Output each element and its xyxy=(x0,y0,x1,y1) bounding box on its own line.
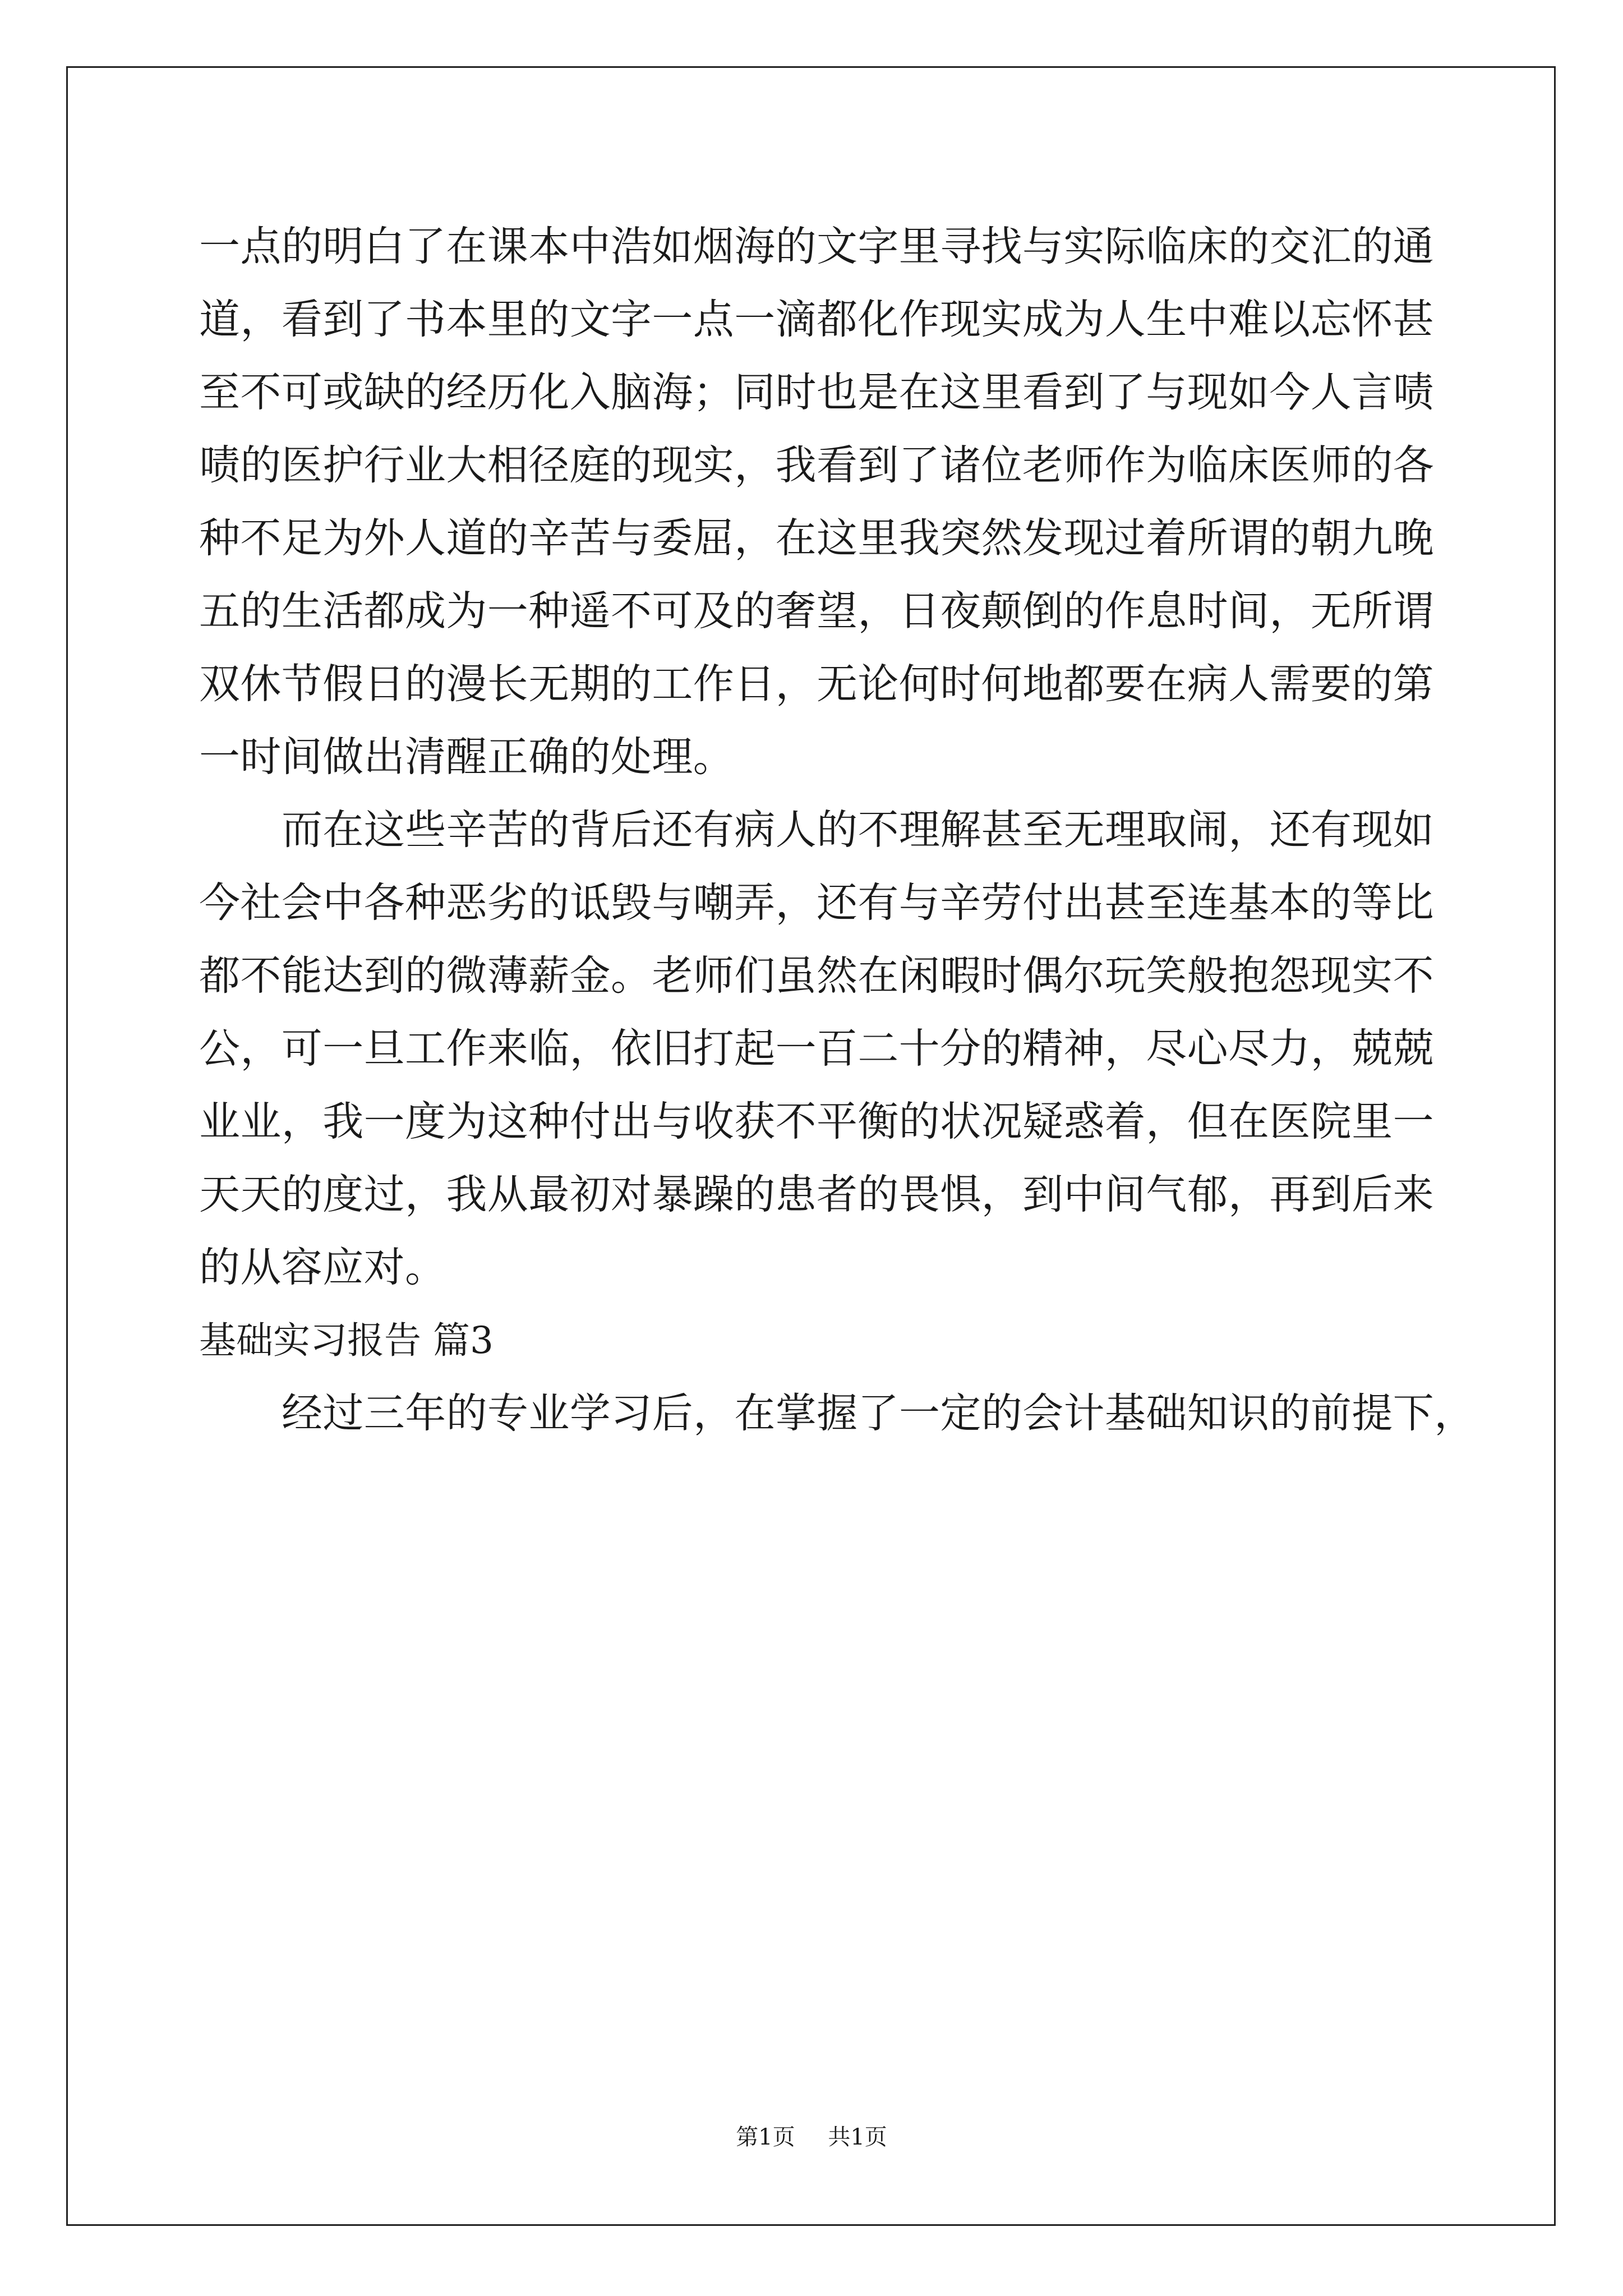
page-number: 第1页 xyxy=(736,2124,795,2150)
paragraph-3-line: 经过三年的专业学习后，在掌握了一定的会计基础知识的前提下， xyxy=(282,1389,1476,1437)
paragraph-2-line: 都不能达到的微薄薪金。老师们虽然在闲暇时偶尔玩笑般抱怨现实不 xyxy=(199,952,1434,1000)
paragraph-2-line: 而在这些辛苦的背后还有病人的不理解甚至无理取闹，还有现如 xyxy=(282,806,1435,854)
paragraph-2-line: 业业，我一度为这种付出与收获不平衡的状况疑惑着，但在医院里一 xyxy=(199,1098,1434,1145)
paragraph-2-line: 天天的度过，我从最初对暴躁的患者的畏惧，到中间气郁，再到后来 xyxy=(199,1171,1434,1218)
page-total: 共1页 xyxy=(828,2124,887,2150)
paragraph-2-line: 今社会中各种恶劣的诋毁与嘲弄，还有与辛劳付出甚至连基本的等比 xyxy=(199,879,1434,927)
page-footer xyxy=(0,2123,1623,2151)
paragraph-1-line: 一时间做出清醒正确的处理。 xyxy=(199,733,735,781)
paragraph-1-line: 一点的明白了在课本中浩如烟海的文字里寻找与实际临床的交汇的通 xyxy=(199,223,1434,270)
paragraph-2-line: 的从容应对。 xyxy=(199,1244,446,1291)
paragraph-1-line: 种不足为外人道的辛苦与委屈，在这里我突然发现过着所谓的朝九晚 xyxy=(199,514,1434,562)
paragraph-1-line: 啧的医护行业大相径庭的现实，我看到了诸位老师作为临床医师的各 xyxy=(199,441,1434,489)
paragraph-1-line: 道，看到了书本里的文字一点一滴都化作现实成为人生中难以忘怀甚 xyxy=(199,296,1434,343)
paragraph-2-line: 公，可一旦工作来临，依旧打起一百二十分的精神，尽心尽力，兢兢 xyxy=(199,1025,1434,1073)
paragraph-1-line: 五的生活都成为一种遥不可及的奢望，日夜颠倒的作息时间，无所谓 xyxy=(199,587,1434,635)
paragraph-1-line: 双休节假日的漫长无期的工作日，无论何时何地都要在病人需要的第 xyxy=(199,660,1434,708)
section-heading: 基础实习报告 篇3 xyxy=(199,1319,494,1362)
paragraph-1-line: 至不可或缺的经历化入脑海；同时也是在这里看到了与现如今人言啧 xyxy=(199,369,1434,416)
